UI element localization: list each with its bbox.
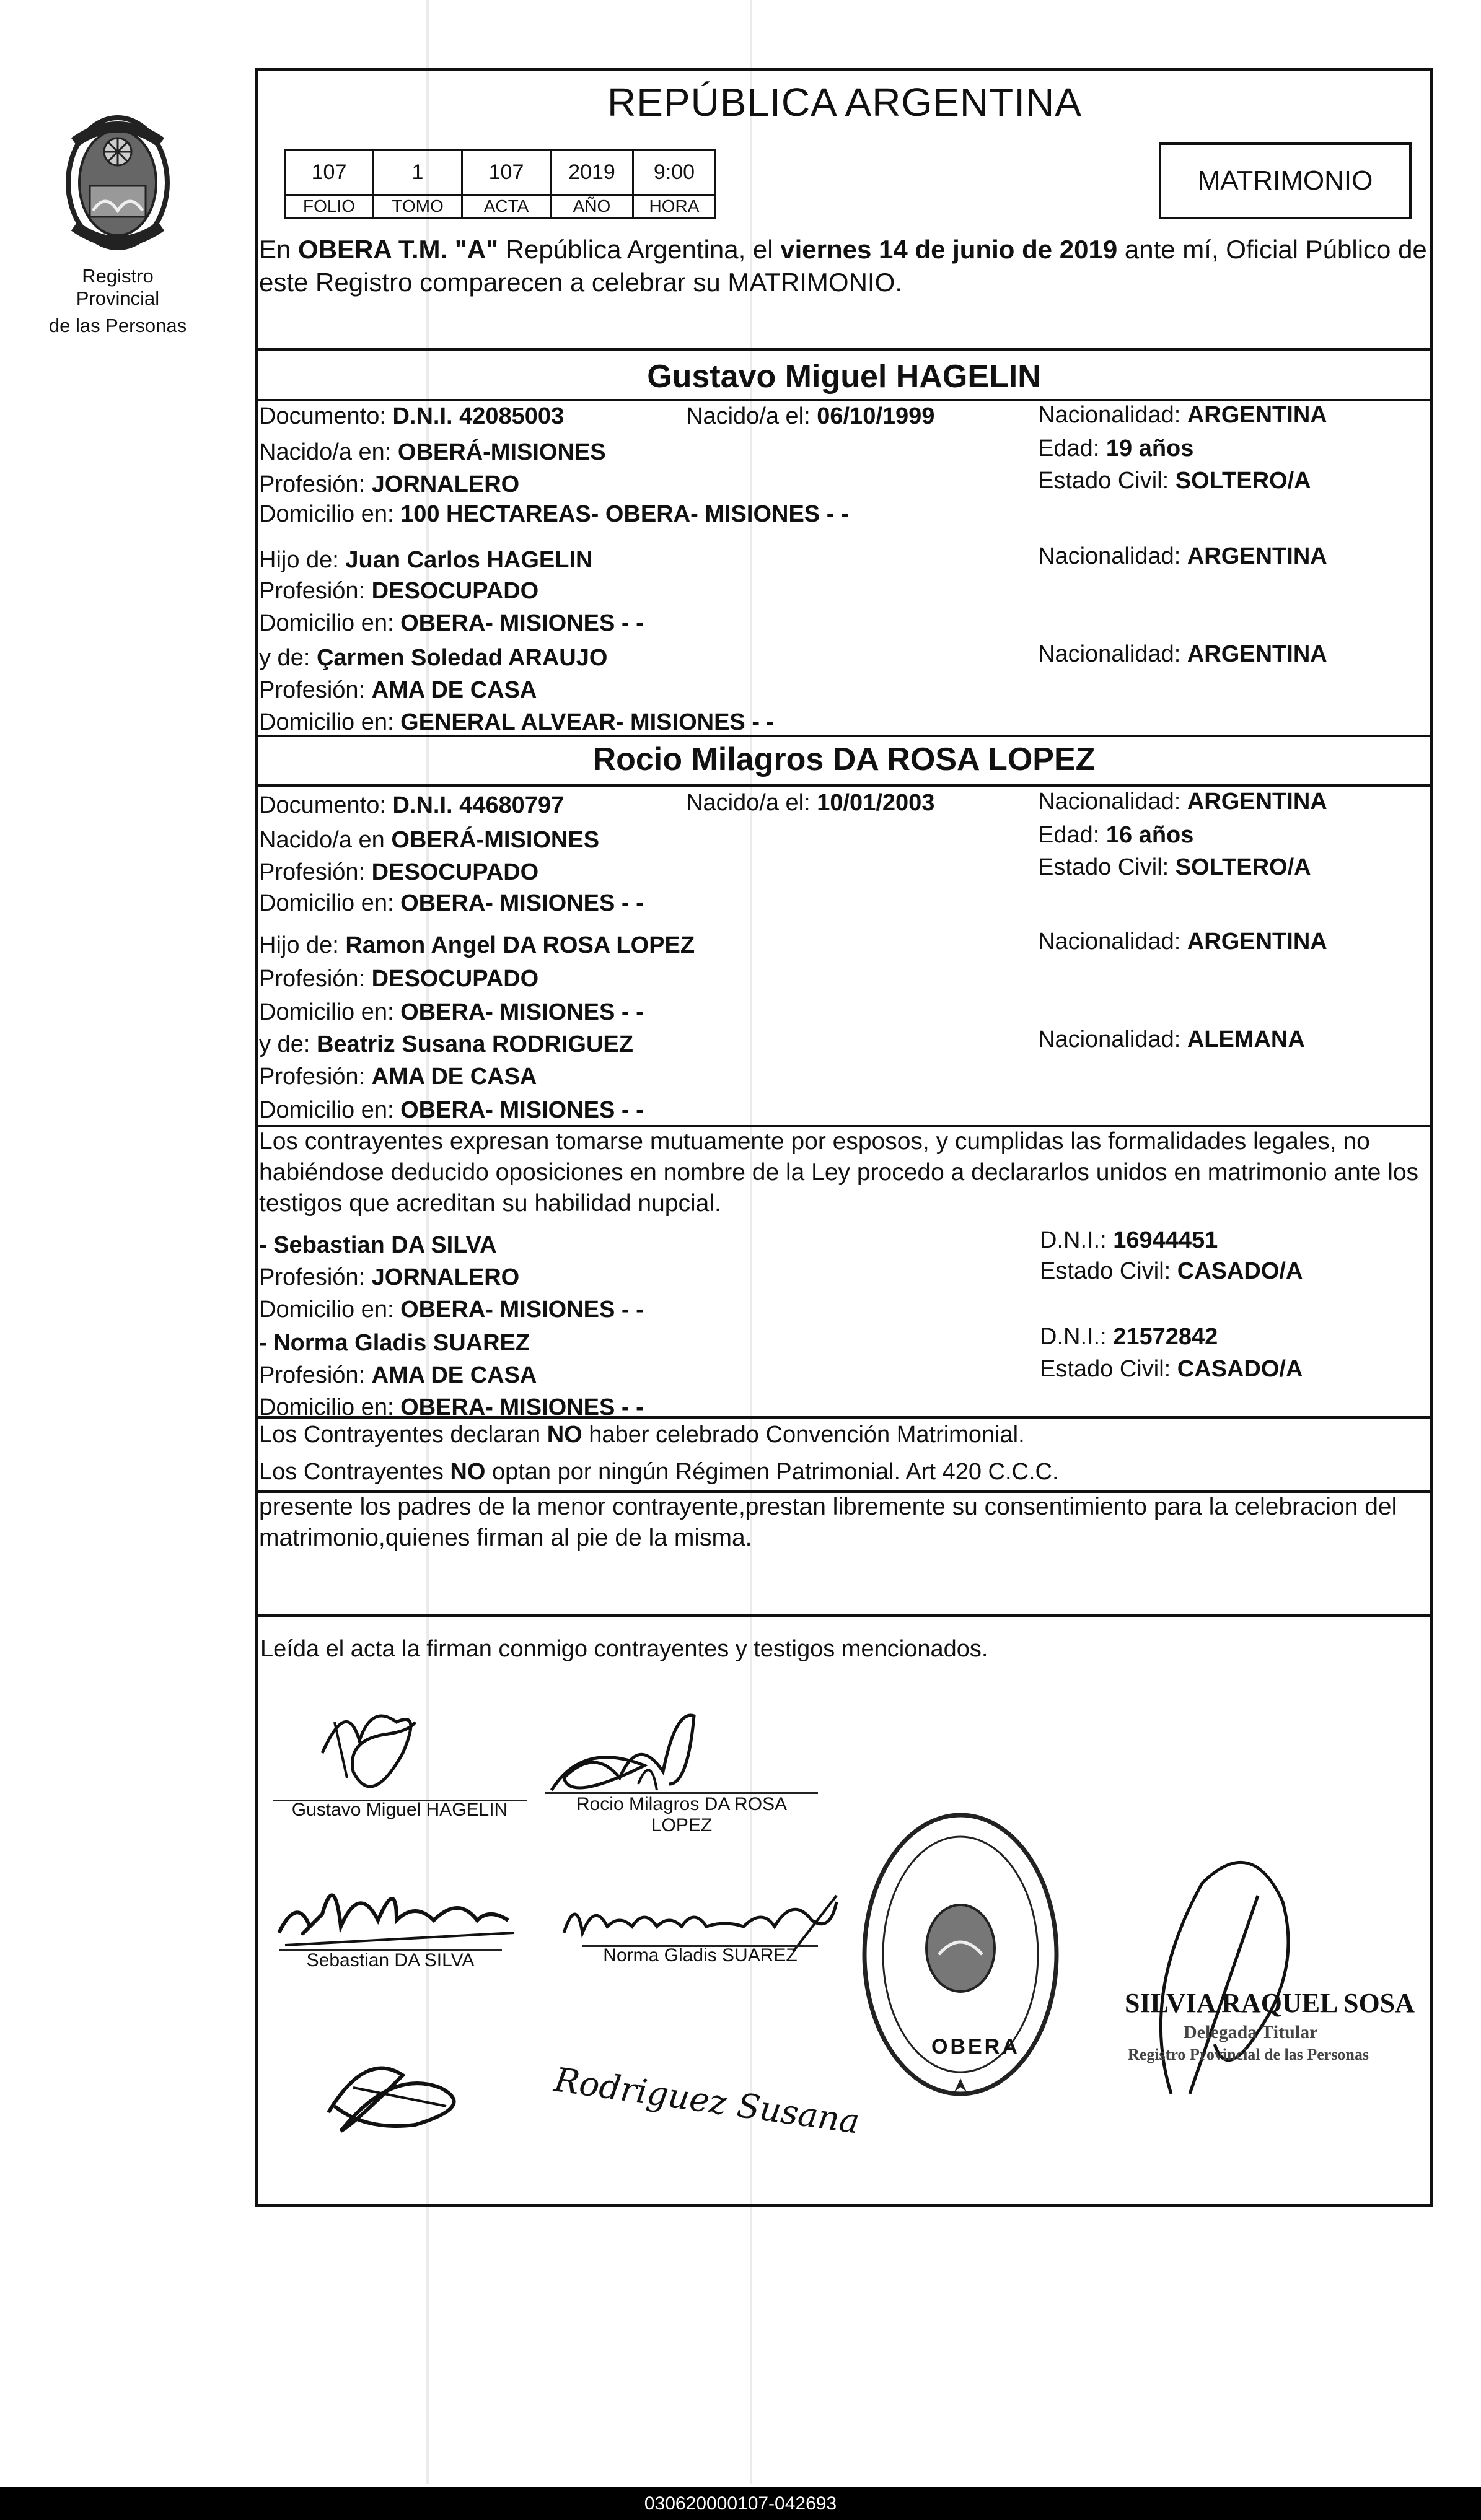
bride-mother-nationality: Nacionalidad: ALEMANA — [1038, 1026, 1305, 1052]
witness1-signature — [273, 1858, 521, 1951]
folio-label: FOLIO — [285, 195, 374, 218]
groom-document: Documento: D.N.I. 42085003 — [259, 403, 565, 429]
groom-signature — [310, 1685, 434, 1803]
groom-mother-nationality: Nacionalidad: ARGENTINA — [1038, 641, 1327, 667]
stamp-city: OBERA — [931, 2035, 1020, 2058]
groom-father-profession: Profesión: DESOCUPADO — [259, 578, 539, 604]
groom-name-heading: Gustavo Miguel HAGELIN — [647, 359, 1041, 395]
intro-text-3: ante mí, Oficial Público de este Registro comparecen a celebrar su MATRIMONIO. — [259, 235, 1427, 297]
bride-nationality: Nacionalidad: ARGENTINA — [1038, 789, 1327, 815]
bride-mother: y de: Beatriz Susana RODRIGUEZ — [259, 1031, 633, 1057]
bride-signature-name: Rocio Milagros DA ROSA LOPEZ — [576, 1794, 788, 1835]
official-signature — [1128, 1846, 1351, 2106]
official-stamp — [858, 1806, 1063, 2106]
bride-profession: Profesión: DESOCUPADO — [259, 859, 539, 885]
divider — [255, 1416, 1433, 1419]
official-office: Registro Provincial de las Personas — [1128, 2045, 1369, 2063]
declaration-paragraph: Los contrayentes expresan tomarse mutuamente por esposos, y cumplidas las formalidades legales, no habiéndose deducido oposiciones en nombre de la Ley procedo a declararlos unidos en matrimonio ante los testigos que acreditan su habilidad nupcial. — [259, 1128, 1419, 1217]
bride-father: Hijo de: Ramon Angel DA ROSA LOPEZ — [259, 932, 695, 958]
bride-father-domicile: Domicilio en: OBERA- MISIONES - - — [259, 999, 644, 1025]
bride-mother-domicile: Domicilio en: OBERA- MISIONES - - — [259, 1097, 644, 1123]
year-label: AÑO — [551, 195, 633, 218]
groom-mother-profession: Profesión: AMA DE CASA — [259, 677, 537, 703]
bride-domicile: Domicilio en: OBERA- MISIONES - - — [259, 890, 644, 916]
folio-value: 107 — [285, 150, 374, 195]
groom-domicile: Domicilio en: 100 HECTAREAS- OBERA- MISIONES - - — [259, 501, 849, 527]
bride-father-nationality: Nacionalidad: ARGENTINA — [1038, 929, 1327, 955]
intro-place: OBERA T.M. "A" — [298, 235, 498, 264]
divider — [255, 348, 1433, 351]
intro-paragraph — [259, 233, 1430, 299]
witness2-profession: Profesión: AMA DE CASA — [259, 1362, 537, 1388]
divider — [255, 735, 1433, 737]
parent-signature — [316, 2038, 490, 2143]
groom-profession: Profesión: JORNALERO — [259, 471, 520, 497]
province-seal-icon — [56, 105, 180, 260]
document-code-footer: 030620000107-042693 — [0, 2487, 1481, 2520]
witness2-domicile: Domicilio en: OBERA- MISIONES - - — [259, 1394, 644, 1420]
intro-text-2: República Argentina, el — [498, 235, 781, 264]
groom-signature-name: Gustavo Miguel HAGELIN — [291, 1800, 508, 1820]
convention-line-2: Los Contrayentes NO optan por ningún Régimen Patrimonial. Art 420 C.C.C. — [259, 1459, 1059, 1485]
acta-label: ACTA — [462, 195, 551, 218]
tomo-value: 1 — [374, 150, 462, 195]
bride-name-heading: Rocio Milagros DA ROSA LOPEZ — [592, 742, 1096, 777]
parental-consent-paragraph: presente los padres de la menor contrayente,prestan libremente su consentimiento para la celebracion del matrimonio,quienes firman al pie de la misma. — [259, 1494, 1397, 1551]
witness2-civil-status: Estado Civil: CASADO/A — [1040, 1356, 1303, 1382]
witness1-profession: Profesión: JORNALERO — [259, 1264, 520, 1290]
bride-age: Edad: 16 años — [1038, 822, 1194, 848]
bride-civil-status: Estado Civil: SOLTERO/A — [1038, 854, 1311, 880]
hour-value: 9:00 — [633, 150, 716, 195]
closing-statement: Leída el acta la firman conmigo contrayentes y testigos mencionados. — [260, 1636, 988, 1662]
official-name: SILVIA RAQUEL SOSA — [1125, 1988, 1415, 2018]
bride-mother-profession: Profesión: AMA DE CASA — [259, 1064, 537, 1090]
divider — [255, 1614, 1433, 1617]
year-value: 2019 — [551, 150, 633, 195]
witness1-dni: D.N.I.: 16944451 — [1040, 1227, 1218, 1253]
registry-logo — [43, 105, 192, 337]
witness1-signature-name: Sebastian DA SILVA — [306, 1950, 475, 1971]
groom-birthdate: Nacido/a el: 06/10/1999 — [686, 403, 935, 429]
bride-father-profession: Profesión: DESOCUPADO — [259, 966, 539, 992]
official-title: Delegada Titular — [1184, 2022, 1318, 2042]
groom-nationality: Nacionalidad: ARGENTINA — [1038, 402, 1327, 428]
groom-civil-status: Estado Civil: SOLTERO/A — [1038, 468, 1311, 494]
bride-birthdate: Nacido/a el: 10/01/2003 — [686, 790, 935, 816]
acta-value: 107 — [462, 150, 551, 195]
record-type-box: MATRIMONIO — [1159, 142, 1412, 219]
tomo-label: TOMO — [374, 195, 462, 218]
groom-mother-domicile: Domicilio en: GENERAL ALVEAR- MISIONES - - — [259, 709, 775, 735]
witness1-domicile: Domicilio en: OBERA- MISIONES - - — [259, 1297, 644, 1323]
witness2-name: - Norma Gladis SUAREZ — [259, 1330, 530, 1356]
intro-text-1: En — [259, 235, 299, 264]
groom-father-domicile: Domicilio en: OBERA- MISIONES - - — [259, 610, 644, 636]
groom-age: Edad: 19 años — [1038, 435, 1194, 462]
intro-date: viernes 14 de junio de 2019 — [780, 235, 1118, 264]
witness1-civil-status: Estado Civil: CASADO/A — [1040, 1258, 1303, 1284]
registry-table — [284, 149, 716, 219]
bride-document: Documento: D.N.I. 44680797 — [259, 792, 565, 818]
groom-birthplace: Nacido/a en: OBERÁ-MISIONES — [259, 439, 606, 465]
divider — [255, 784, 1433, 787]
document-title: REPÚBLICA ARGENTINA — [607, 80, 1082, 125]
witness1-name: - Sebastian DA SILVA — [259, 1232, 497, 1258]
groom-father: Hijo de: Juan Carlos HAGELIN — [259, 547, 593, 573]
bride-birthplace: Nacido/a en OBERÁ-MISIONES — [259, 827, 600, 853]
groom-mother: y de: Çarmen Soledad ARAUJO — [259, 645, 608, 671]
witness2-signature-name: Norma Gladis SUAREZ — [603, 1945, 798, 1966]
logo-caption-line2: de las Personas — [48, 315, 187, 336]
hour-label: HORA — [633, 195, 716, 218]
logo-caption-line1: Registro Provincial — [76, 265, 160, 309]
witness2-dni: D.N.I.: 21572842 — [1040, 1324, 1218, 1350]
handwritten-name: Rodriguez Susana — [552, 2060, 862, 2142]
convention-line-1: Los Contrayentes declaran NO haber celebrado Convención Matrimonial. — [259, 1422, 1025, 1448]
groom-father-nationality: Nacionalidad: ARGENTINA — [1038, 543, 1327, 569]
